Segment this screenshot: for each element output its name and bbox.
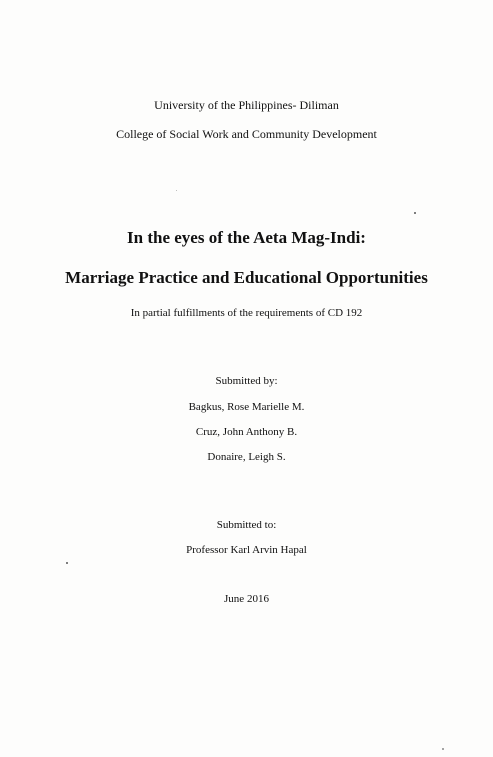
scan-speck <box>442 748 444 750</box>
title-line-1: In the eyes of the Aeta Mag-Indi: <box>127 228 366 247</box>
author-3: Donaire, Leigh S. <box>207 451 286 463</box>
adviser-name: Professor Karl Arvin Hapal <box>186 544 307 556</box>
scan-speck <box>66 562 68 564</box>
scan-speck <box>414 212 416 214</box>
submitted-to-label: Submitted to: <box>216 519 277 531</box>
title-line-2: Marriage Practice and Educational Opportunities <box>65 268 428 287</box>
university-name: University of the Philippines- Diliman <box>154 98 339 112</box>
requirement-note: In partial fulfillments of the requirements of CD 192 <box>130 307 363 319</box>
college-name: College of Social Work and Community Development <box>116 127 377 141</box>
author-2: Cruz, John Anthony B. <box>195 426 298 438</box>
submission-date: June 2016 <box>224 593 269 605</box>
submitted-by-label: Submitted by: <box>215 375 278 387</box>
scan-speck <box>176 190 177 191</box>
author-1: Bagkus, Rose Marielle M. <box>188 401 305 413</box>
